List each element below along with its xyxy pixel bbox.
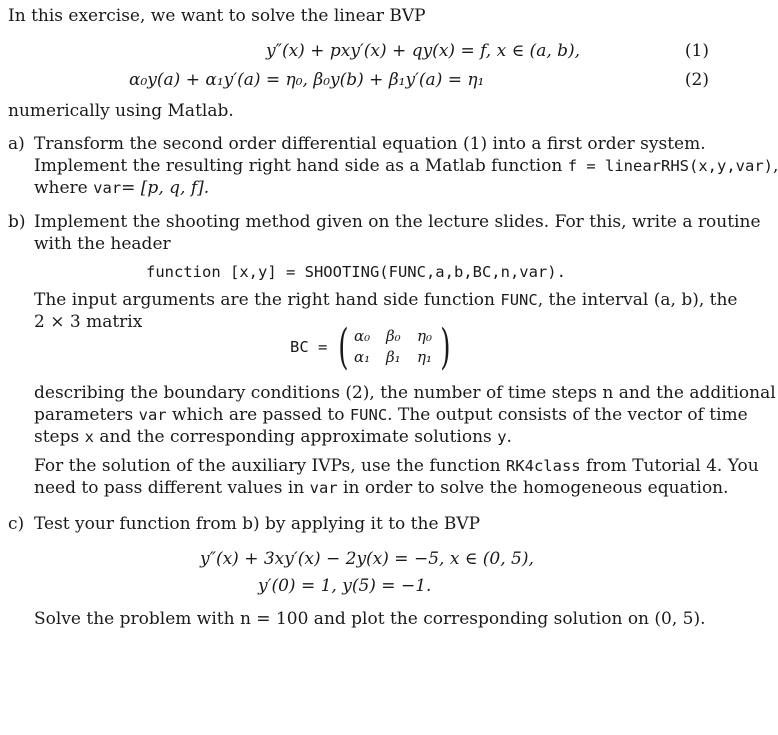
- part-b-line-8-post: from Tutorial 4. You: [580, 456, 759, 476]
- numerically-text: numerically using Matlab.: [8, 101, 234, 121]
- bc-matrix: [290, 319, 460, 375]
- bc-label: BC =: [290, 338, 328, 356]
- part-a-line-3: [34, 178, 209, 198]
- part-b-code-var: var: [138, 406, 167, 424]
- part-b-line-7-text: steps: [34, 427, 85, 447]
- part-b-line-2: with the header: [34, 234, 171, 254]
- part-a-code-function: f = linearRHS(x,y,var): [567, 157, 773, 175]
- part-c-line-2: Solve the problem with n = 100 and plot the corresponding solution on (0, 5).: [34, 609, 706, 629]
- part-a-label: a): [8, 134, 25, 154]
- part-b-header-code: function [x,y] = SHOOTING(FUNC,a,b,BC,n,var).: [146, 263, 566, 281]
- part-b-code-rk4: RK4class: [505, 457, 581, 475]
- matrix-cell: η₀: [417, 327, 432, 345]
- part-b-line-6: [34, 405, 748, 425]
- matrix-cell: β₀: [386, 327, 401, 345]
- part-b-line-3-text: The input arguments are the right hand side function: [34, 290, 501, 310]
- part-b-line-5: describing the boundary conditions (2), the number of time steps n and the additional: [34, 383, 776, 403]
- part-b-line-7-mid: and the corresponding approximate solutions: [93, 427, 498, 447]
- part-b-line-9-text: need to pass different values in: [34, 478, 310, 498]
- part-a-code-var: var: [93, 179, 122, 197]
- part-b-line-7-post: .: [506, 427, 512, 447]
- part-b-line-3: [34, 290, 738, 310]
- matrix-cell: β₁: [386, 348, 401, 366]
- part-b-line-6-text: parameters: [34, 405, 139, 425]
- part-a-line-1: Transform the second order differential equation (1) into a first order system.: [34, 134, 706, 154]
- intro-text: In this exercise, we want to solve the linear BVP: [8, 6, 426, 26]
- equation-1: y″(x) + pxy′(x) + qy(x) = f, x ∈ (a, b),: [266, 41, 581, 61]
- part-a-line-3-text: where: [34, 178, 94, 198]
- part-b-label: b): [8, 212, 26, 232]
- part-a-line-2-post: ,: [773, 156, 778, 176]
- matrix-cell: α₀: [354, 327, 371, 345]
- equation-2-number: (2): [684, 70, 709, 90]
- part-b-line-8: [34, 456, 759, 476]
- part-b-code-func: FUNC: [500, 291, 538, 309]
- part-b-code-var-2: var: [309, 479, 338, 497]
- matrix-cell: η₁: [417, 348, 432, 366]
- part-b-line-6-mid: which are passed to: [166, 405, 350, 425]
- part-b-line-9: [34, 478, 729, 498]
- part-c-label: c): [8, 514, 25, 534]
- part-b-line-4: 2 × 3 matrix: [34, 312, 143, 332]
- part-b-line-6-post: . The output consists of the vector of time: [387, 405, 748, 425]
- part-b-line-8-text: For the solution of the auxiliary IVPs, use the function: [34, 456, 506, 476]
- matrix-cell: α₁: [354, 348, 371, 366]
- part-b-line-9-post: in order to solve the homogeneous equation.: [337, 478, 729, 498]
- part-a-line-2: [34, 156, 778, 176]
- part-b-line-7: [34, 427, 512, 447]
- matrix-right-paren: ): [440, 319, 451, 375]
- matrix-left-paren: (: [338, 319, 349, 375]
- equation-1-number: (1): [684, 41, 709, 61]
- part-c-line-1: Test your function from b) by applying it to the BVP: [34, 514, 481, 534]
- part-b-line-3-post: , the interval (a, b), the: [537, 290, 738, 310]
- part-c-equation-b: y′(0) = 1, y(5) = −1.: [258, 576, 432, 596]
- part-b-line-1: Implement the shooting method given on the lecture slides. For this, write a routine: [34, 212, 761, 232]
- equation-2: α₀y(a) + α₁y′(a) = η₀, β₀y(b) + β₁y′(a) = η₁: [129, 70, 485, 90]
- part-a-var-value: = [p, q, f].: [121, 178, 210, 198]
- part-b-code-x: x: [84, 428, 94, 446]
- part-c-equation-a: y″(x) + 3xy′(x) − 2y(x) = −5, x ∈ (0, 5),: [200, 549, 534, 569]
- part-b-code-func-2: FUNC: [349, 406, 388, 424]
- part-b-code-y: y: [497, 428, 507, 446]
- part-a-line-2-text: Implement the resulting right hand side as a Matlab function: [34, 156, 568, 176]
